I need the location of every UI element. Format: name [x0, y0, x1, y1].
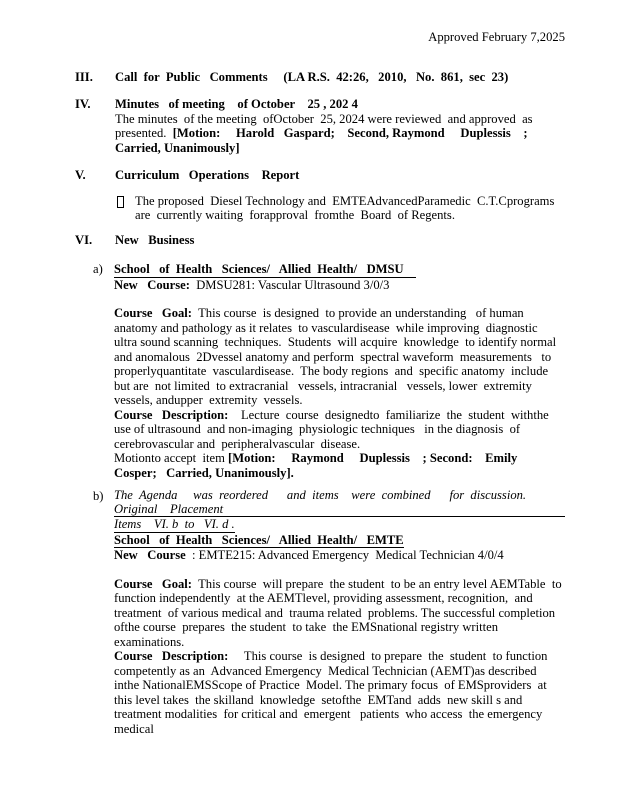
new-course-label: New Course: — [114, 277, 190, 292]
item-marker: b) — [93, 489, 104, 503]
section-content — [115, 70, 565, 85]
section-heading: Minutes of meeting of October 25 , 202 4 — [115, 97, 358, 111]
section-heading: New Business — [115, 232, 195, 247]
new-course-text: DMSU281: Vascular Ultrasound 3/0/3 — [189, 277, 390, 292]
new-business-item-a — [75, 262, 565, 480]
school-title: School of Health Sciences/ Allied Health/ EMTE — [114, 532, 404, 547]
approval-note: Approved February 7,2025 — [428, 30, 565, 44]
new-course-line — [114, 278, 565, 293]
course-goal-label: Course Goal: — [114, 306, 193, 320]
bullet-item-text: The proposed Diesel Technology and EMTEAdvancedParamedic C.T.Cprograms are currently waiting forapproval fromthe Board of Regents. — [135, 193, 558, 222]
course-goal-paragraph — [114, 577, 565, 650]
blank-line — [114, 292, 565, 306]
bullet-item — [115, 194, 565, 223]
section-numeral: III. — [75, 69, 93, 84]
item-content — [114, 489, 565, 736]
motion-text: Motionto accept item — [114, 451, 229, 465]
course-goal-label: Course Goal: — [114, 576, 193, 591]
section-curriculum-operations-report — [75, 168, 565, 223]
agenda-note-text: Items VI. b to VI. d . — [114, 517, 235, 531]
section-heading: Curriculum Operations Report — [115, 168, 300, 182]
course-description-label: Course Description: — [114, 407, 229, 422]
section-new-business — [75, 233, 565, 248]
minutes-motion-text: [Motion: Harold Gaspard; Second, Raymond Duplessis ; Carried, Unanimously] — [115, 126, 531, 155]
section-content — [115, 233, 565, 248]
motion-bold-text: [Motion: Raymond Duplessis ; Second: Emily Cosper; Carried, Unanimously]. — [114, 451, 527, 480]
course-description-paragraph — [114, 408, 565, 452]
course-goal-text: This course is designed to provide an understanding of human anatomy and pathology as it relates to vasculardisease while improving diagnostic ultra sound scanning techniques. Students will acquire knowledge to identify normal and anomalous 2Dvessel anatomy and perform spectral waveform measurements to properlyquantitate vasculardisease. The body regions and specific anatomy include but are not limited to extracranial vessels, intracranial vessels, lower extremity vessels, andupper extremity vessels. — [114, 306, 563, 407]
minutes-paragraph — [115, 112, 565, 156]
section-numeral: V. — [75, 168, 86, 182]
item-content — [114, 262, 565, 480]
item-marker: a) — [93, 262, 103, 276]
section-content — [115, 97, 565, 155]
agenda-reordered-note-line1 — [114, 489, 565, 517]
minutes-text: The minutes of the meeting ofOctober 25, 2024 were reviewed and approved as presented. — [115, 111, 536, 140]
new-business-item-b — [75, 489, 565, 736]
course-goal-text: This course will prepare the student to be an entry level AEMTable to function independently at the AEMTlevel, providing assessment, recognition, and treatment of various medical and trauma related problems. The successful completion ofthe course prepares the student to take the EMSnational registry written examinations. — [114, 576, 565, 649]
blank-line — [114, 563, 565, 577]
new-course-line — [114, 548, 565, 563]
item-title-row — [114, 262, 565, 278]
course-goal-paragraph — [114, 306, 565, 408]
agenda-reordered-note-line2 — [114, 517, 565, 533]
section-numeral: IV. — [75, 97, 91, 111]
section-call-for-public-comments — [75, 70, 565, 85]
agenda-note-text: The Agenda was reordered and items were combined for discussion. Original Placement — [114, 489, 565, 517]
section-content — [115, 168, 565, 223]
hollow-square-bullet-icon — [117, 196, 124, 208]
new-course-label: New Course — [114, 548, 186, 562]
course-description-paragraph — [114, 649, 565, 736]
course-description-label: Course Description: — [114, 649, 229, 663]
item-title-row — [114, 533, 565, 549]
new-course-text: : EMTE215: Advanced Emergency Medical Technician 4/0/4 — [185, 548, 504, 562]
section-minutes-of-meeting — [75, 97, 565, 155]
school-title: School of Health Sciences/ Allied Health/ DMSU — [114, 262, 417, 276]
course-description-text: This course is designed to prepare the student to function competently as an Advanced Emergency Medical Technician (AEMT)as described inthe NationalEMSScope of Practice Model. The primary focus of EMSproviders at this level takes the skilland knowledge setofthe EMTand adds new skill s and treatment modalities for critical and emergent patients who access the emergency medical — [114, 649, 551, 736]
section-numeral: VI. — [75, 232, 93, 247]
course-description-text: Lecture course designedto familiarize the student withthe use of ultrasound and non-imaging physiologic techniques in the diagnosis of cerebrovascular and peripheralvascular disease. — [114, 407, 556, 451]
section-heading: Call for Public Comments (LA R.S. 42:26, 2010, No. 861, sec 23) — [115, 69, 509, 84]
motion-paragraph — [114, 451, 565, 480]
